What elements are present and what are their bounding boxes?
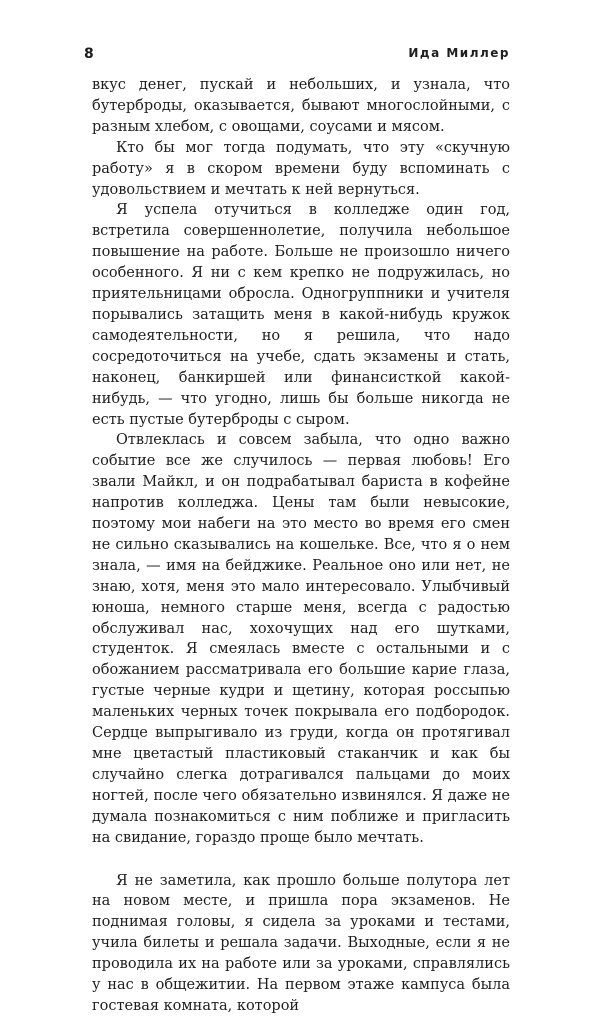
paragraph-continued: вкус денег, пускай и небольших, и узнала, что бутерброды, оказывается, бывают многослойными, с разным хлебом, с овощами, соусами и мясом. — [92, 77, 510, 135]
paragraph: Кто бы мог тогда подумать, что эту «скучную работу» я в скором времени буду вспоминать с удовольствием и мечтать к ней вернуться. — [92, 139, 510, 198]
paragraph: Отвлеклась и совсем забыла, что одно важно событие все же случилось — первая любовь! Его звали Майкл, и он подрабатывал баристa в кофейне напротив колледжа. Цены там были невысокие, поэтому мои набеги на это место во время его смен не сильно сказывались на кошельке. Все, что я о нем знала, — имя на бейджике. Реальное оно или нет, не знаю, хотя, меня это мало интересовало. Улыбчивый юноша, немного старше меня, всегда с радостью обслуживал нас, хохочущих над его шутками, студенток. Я смеялась вместе с остальными и с обожанием рассматривала его большие карие глаза, густые черные кудри и щетину, которая россыпью маленьких черных точек покрывала его подбородок. Сердце выпрыгивало из груди, когда он протягивал мне цветастый пластиковый стаканчик и как бы случайно слегка дотрагивался пальцами до моих ногтей, после чего обязательно извинялся. Я даже не думала познакомиться с ним поближе и пригласить на свидание, гораздо проще было мечтать. — [92, 432, 510, 846]
page-header — [84, 46, 510, 66]
paragraph: Я успела отучиться в колледже один год, встретила совершеннолетие, получила небольшое повышение на работе. Больше не произошло ничего особенного. Я ни с кем крепко не подружилась, но приятельницами обросла. Одногруппники и учителя порывались затащить меня в какой-нибудь кружок самодеятельности, но я решила, что надо сосредоточиться на учебе, сдать экзамены и стать, наконец, банкиршей или финансисткой какой-нибудь, — что угодно, лишь бы больше никогда не есть пустые бутерброды с сыром. — [92, 202, 510, 428]
paragraph-new-section: Я не заметила, как прошло больше полутора лет на новом месте, и пришла пора экзаменов. Не поднимая головы, я сидела за уроками и тестами, учила билеты и решала задачи. Выходные, если я не проводила их на работе или за уроками, справлялись у нас в общежитии. На первом этаже кампуса была гостевая комната, которой — [92, 872, 510, 1014]
running-title: Ида Миллер — [408, 46, 510, 60]
page-number: 8 — [84, 46, 95, 62]
body-text — [92, 75, 510, 1017]
